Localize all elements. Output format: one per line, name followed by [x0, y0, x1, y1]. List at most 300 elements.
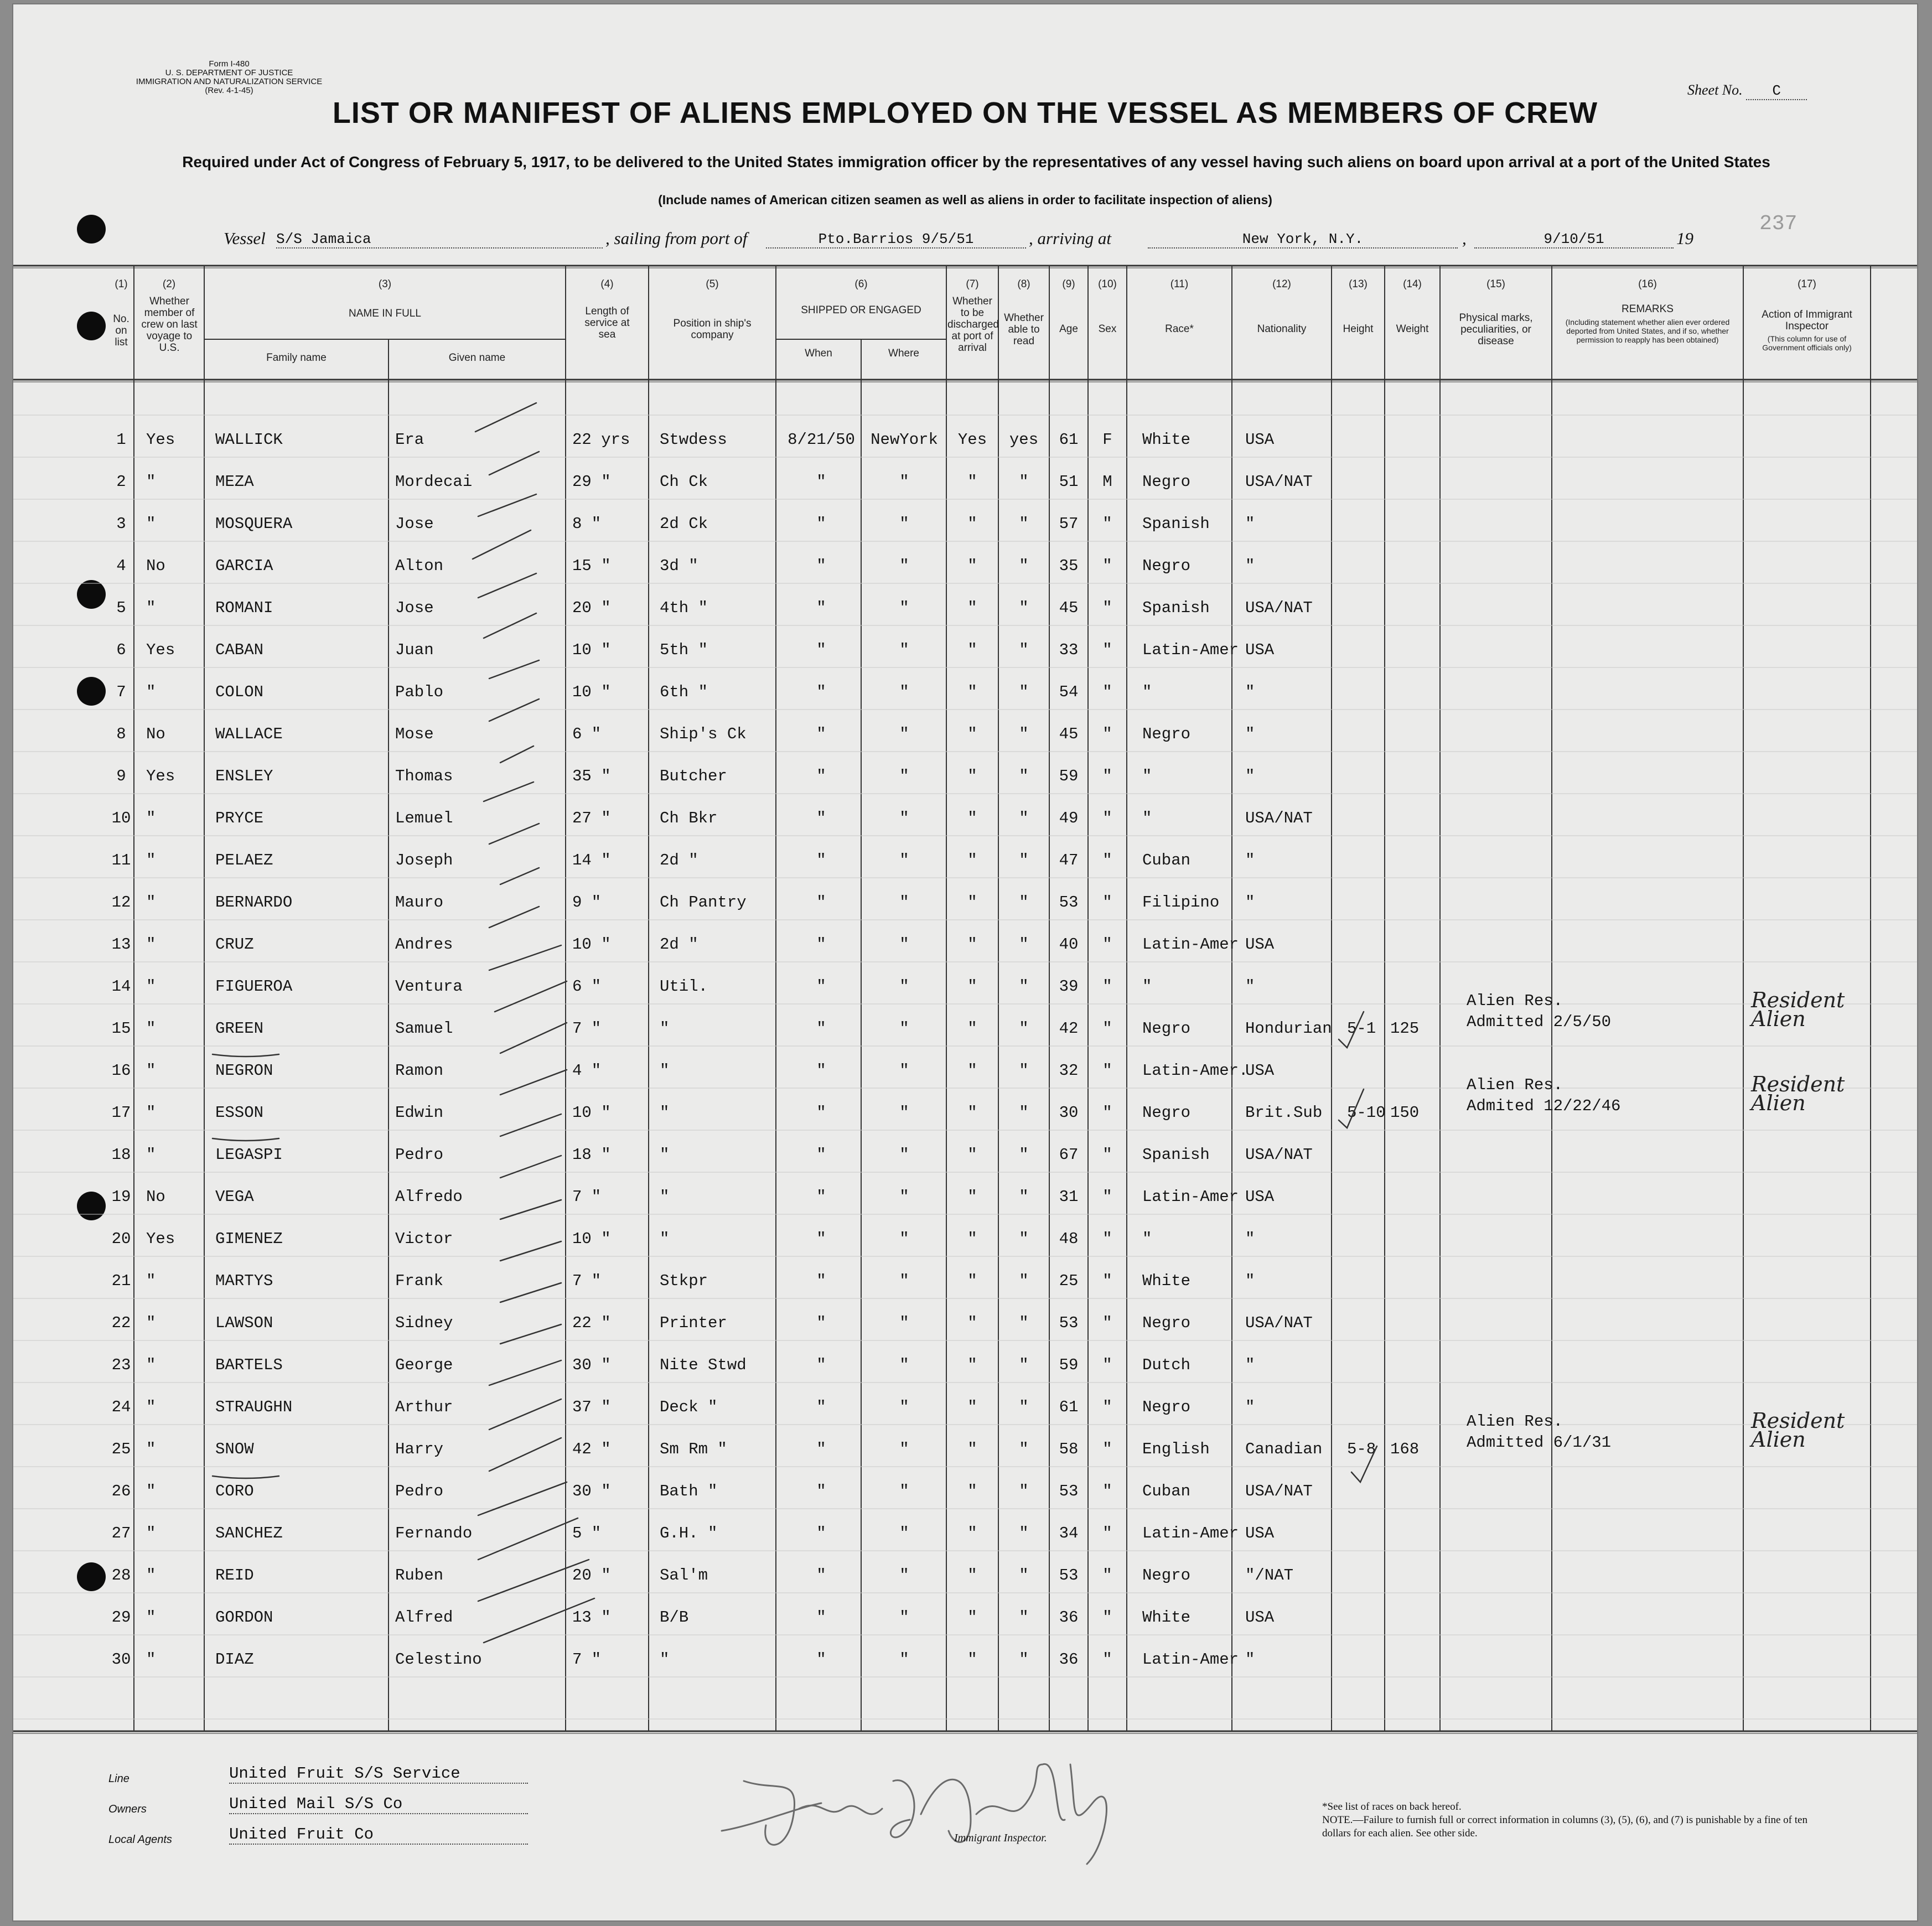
row-inspector-action: Resident Alien: [1751, 988, 1845, 1031]
row-race: Latin-Amer.: [1142, 1062, 1249, 1080]
row-discharged: ": [967, 977, 977, 996]
row-family-name: GIMENEZ: [215, 1230, 283, 1248]
row-number: 12: [111, 893, 131, 912]
row-race: White: [1142, 1608, 1191, 1627]
row-number: 6: [116, 641, 126, 659]
row-shipped-when: ": [816, 683, 826, 701]
row-inspector-action: Resident Alien: [1751, 1072, 1845, 1115]
arrival-date-value: 9/10/51: [1474, 231, 1674, 248]
row-family-name: REID: [215, 1566, 254, 1585]
form-number: Form I-480: [209, 59, 250, 69]
row-last-voyage: No: [146, 557, 165, 575]
row-age: 36: [1059, 1650, 1079, 1669]
row-shipped-where: ": [899, 1566, 909, 1585]
row-sex: ": [1102, 641, 1112, 659]
row-age: 61: [1059, 431, 1079, 449]
row-able-to-read: ": [1019, 851, 1029, 869]
row-shipped-when: ": [816, 1608, 826, 1627]
row-nationality: USA/NAT: [1245, 473, 1313, 491]
col-weight: Weight: [1396, 323, 1429, 335]
row-race: White: [1142, 431, 1191, 449]
manifest-page: [13, 4, 1917, 1920]
row-service-length: 13 ": [572, 1608, 611, 1627]
row-shipped-when: ": [816, 1566, 826, 1585]
col-8-number: (8): [1017, 278, 1030, 290]
row-shipped-when: ": [816, 767, 826, 785]
row-last-voyage: ": [146, 599, 156, 617]
row-number: 26: [111, 1482, 131, 1500]
row-nationality: Hondurian: [1245, 1019, 1332, 1038]
row-shipped-when: ": [816, 641, 826, 659]
row-service-length: 5 ": [572, 1524, 602, 1542]
row-sex: ": [1102, 599, 1112, 617]
row-discharged: ": [967, 1398, 977, 1416]
row-nationality: ": [1245, 893, 1255, 912]
row-nationality: USA/NAT: [1245, 1146, 1313, 1164]
row-position: ": [660, 1146, 670, 1164]
row-able-to-read: ": [1019, 1398, 1029, 1416]
row-race: Filipino: [1142, 893, 1220, 912]
row-race: Negro: [1142, 557, 1191, 575]
row-last-voyage: Yes: [146, 1230, 175, 1248]
col-discharged: Whether to be discharged at port of arrival: [947, 296, 999, 354]
row-shipped-where: ": [899, 851, 909, 869]
row-able-to-read: ": [1019, 1356, 1029, 1374]
row-last-voyage: No: [146, 1188, 165, 1206]
row-last-voyage: ": [146, 1566, 156, 1585]
row-sex: ": [1102, 1356, 1112, 1374]
line-value: United Fruit S/S Service: [229, 1764, 528, 1784]
row-position: 5th ": [660, 641, 708, 659]
row-number: 10: [111, 809, 131, 827]
department-name: U. S. DEPARTMENT OF JUSTICE: [165, 68, 293, 77]
row-number: 9: [116, 767, 126, 785]
row-weight: 168: [1390, 1440, 1420, 1458]
row-given-name: George: [395, 1356, 453, 1374]
row-shipped-where: ": [899, 809, 909, 827]
row-discharged: ": [967, 1146, 977, 1164]
arriving-label: , arriving at: [1029, 229, 1111, 248]
row-shipped-where: ": [899, 1608, 909, 1627]
row-discharged: ": [967, 1230, 977, 1248]
col-17-number: (17): [1798, 278, 1816, 290]
row-given-name: Arthur: [395, 1398, 453, 1416]
row-shipped-when: ": [816, 1314, 826, 1332]
row-family-name: PRYCE: [215, 809, 264, 827]
row-shipped-where: ": [899, 599, 909, 617]
vessel-label: Vessel: [224, 229, 266, 248]
row-shipped-where: ": [899, 1650, 909, 1669]
row-position: Ship's Ck: [660, 725, 747, 743]
row-position: Butcher: [660, 767, 727, 785]
row-position: Stkpr: [660, 1272, 708, 1290]
row-discharged: ": [967, 1314, 977, 1332]
row-service-length: 22 ": [572, 1314, 611, 1332]
row-discharged: ": [967, 1482, 977, 1500]
row-number: 29: [111, 1608, 131, 1627]
row-discharged: ": [967, 557, 977, 575]
row-family-name: LEGASPI: [215, 1146, 283, 1164]
row-shipped-when: ": [816, 1356, 826, 1374]
row-age: 48: [1059, 1230, 1079, 1248]
row-able-to-read: ": [1019, 515, 1029, 533]
row-age: 53: [1059, 1482, 1079, 1500]
row-given-name: Edwin: [395, 1104, 444, 1122]
col-remarks: REMARKS: [1622, 303, 1674, 315]
row-nationality: USA/NAT: [1245, 809, 1313, 827]
row-last-voyage: ": [146, 1356, 156, 1374]
col-4-number: (4): [600, 278, 614, 290]
row-family-name: NEGRON: [215, 1062, 273, 1080]
row-able-to-read: ": [1019, 1062, 1029, 1080]
col-length-of-service: Length of service at sea: [584, 306, 630, 340]
row-family-name: MOSQUERA: [215, 515, 293, 533]
row-able-to-read: ": [1019, 725, 1029, 743]
col-11-number: (11): [1170, 278, 1189, 290]
row-position: ": [660, 1188, 670, 1206]
row-last-voyage: ": [146, 1398, 156, 1416]
include-note: (Include names of American citizen seamen as well as aliens in order to facilitate inspection of aliens): [658, 193, 1272, 207]
row-service-length: 7 ": [572, 1188, 602, 1206]
row-given-name: Frank: [395, 1272, 444, 1290]
col-height: Height: [1343, 323, 1374, 335]
row-discharged: ": [967, 1272, 977, 1290]
row-service-length: 10 ": [572, 1230, 611, 1248]
row-shipped-where: ": [899, 935, 909, 954]
row-age: 40: [1059, 935, 1079, 954]
col-10-number: (10): [1098, 278, 1117, 290]
row-service-length: 37 ": [572, 1398, 611, 1416]
row-service-length: 15 ": [572, 557, 611, 575]
row-age: 61: [1059, 1398, 1079, 1416]
row-able-to-read: ": [1019, 1482, 1029, 1500]
row-discharged: ": [967, 641, 977, 659]
row-position: Sm Rm ": [660, 1440, 727, 1458]
row-able-to-read: ": [1019, 1188, 1029, 1206]
row-given-name: Lemuel: [395, 809, 453, 827]
col-race: Race*: [1165, 323, 1194, 335]
row-inspector-action: Resident Alien: [1751, 1409, 1845, 1452]
row-service-length: 20 ": [572, 1566, 611, 1585]
row-service-length: 4 ": [572, 1062, 602, 1080]
row-shipped-when: ": [816, 1230, 826, 1248]
row-discharged: ": [967, 1188, 977, 1206]
row-nationality: USA: [1245, 1524, 1275, 1542]
vessel-value: S/S Jamaica: [276, 231, 603, 248]
row-discharged: Yes: [957, 431, 987, 449]
sheet-number-value: C: [1746, 82, 1807, 100]
row-number: 24: [111, 1398, 131, 1416]
row-shipped-when: ": [816, 1482, 826, 1500]
row-able-to-read: ": [1019, 1608, 1029, 1627]
footnote: [1322, 1800, 1820, 1840]
col-physical-marks: Physical marks, peculiarities, or disease: [1459, 312, 1533, 347]
row-given-name: Jose: [395, 515, 434, 533]
row-race: Negro: [1142, 1398, 1191, 1416]
row-position: Nite Stwd: [660, 1356, 747, 1374]
row-race: Latin-Amer: [1142, 1188, 1239, 1206]
row-given-name: Harry: [395, 1440, 444, 1458]
row-height: 5-1: [1347, 1019, 1376, 1038]
col-position: Position in ship's company: [673, 318, 752, 341]
row-race: ": [1142, 683, 1152, 701]
col-action: Action of Immigrant Inspector: [1762, 309, 1852, 332]
legal-subtitle: Required under Act of Congress of February 5, 1917, to be delivered to the United States immigration officer by the representatives of any vessel having such aliens on board upon arrival at a port of the United States: [182, 153, 1770, 170]
row-number: 4: [116, 557, 126, 575]
row-sex: ": [1102, 809, 1112, 827]
races-note: *See list of races on back hereof.: [1322, 1801, 1462, 1813]
row-able-to-read: ": [1019, 767, 1029, 785]
row-number: 14: [111, 977, 131, 996]
row-race: Spanish: [1142, 1146, 1210, 1164]
row-nationality: USA/NAT: [1245, 599, 1313, 617]
col-when: When: [805, 348, 832, 359]
row-shipped-when: ": [816, 599, 826, 617]
row-family-name: VEGA: [215, 1188, 254, 1206]
row-service-length: 18 ": [572, 1146, 611, 1164]
row-able-to-read: ": [1019, 599, 1029, 617]
row-service-length: 7 ": [572, 1019, 602, 1038]
row-race: ": [1142, 1230, 1152, 1248]
row-race: Latin-Amer: [1142, 935, 1239, 954]
row-last-voyage: ": [146, 851, 156, 869]
row-nationality: ": [1245, 1356, 1255, 1374]
row-shipped-where: ": [899, 1524, 909, 1542]
row-service-length: 10 ": [572, 683, 611, 701]
row-race: Negro: [1142, 1019, 1191, 1038]
row-sex: ": [1102, 1230, 1112, 1248]
row-shipped-where: ": [899, 977, 909, 996]
row-service-length: 8 ": [572, 515, 602, 533]
row-age: 53: [1059, 893, 1079, 912]
row-number: 21: [111, 1272, 131, 1290]
col-sex: Sex: [1098, 323, 1117, 335]
row-service-length: 20 ": [572, 599, 611, 617]
row-shipped-when: ": [816, 1146, 826, 1164]
row-nationality: USA: [1245, 935, 1275, 954]
page-title: LIST OR MANIFEST OF ALIENS EMPLOYED ON THE VESSEL AS MEMBERS OF CREW: [332, 96, 1598, 130]
row-discharged: ": [967, 767, 977, 785]
row-number: 22: [111, 1314, 131, 1332]
row-race: ": [1142, 809, 1152, 827]
col-13-number: (13): [1349, 278, 1368, 290]
row-shipped-where: ": [899, 1104, 909, 1122]
row-nationality: "/NAT: [1245, 1566, 1294, 1585]
row-number: 20: [111, 1230, 131, 1248]
row-last-voyage: ": [146, 935, 156, 954]
row-given-name: Jose: [395, 599, 434, 617]
row-shipped-where: ": [899, 1314, 909, 1332]
col-nationality: Nationality: [1257, 323, 1307, 335]
arriving-at-value: New York, N.Y.: [1148, 231, 1458, 248]
stamp-number: 237: [1759, 212, 1798, 236]
row-number: 3: [116, 515, 126, 533]
row-position: ": [660, 1019, 670, 1038]
col-name-in-full: NAME IN FULL: [349, 308, 421, 319]
row-service-length: 6 ": [572, 725, 602, 743]
row-number: 1: [116, 431, 126, 449]
row-family-name: WALLICK: [215, 431, 283, 449]
row-discharged: ": [967, 683, 977, 701]
row-shipped-where: ": [899, 1230, 909, 1248]
row-family-name: GARCIA: [215, 557, 273, 575]
row-race: Negro: [1142, 473, 1191, 491]
row-able-to-read: ": [1019, 1104, 1029, 1122]
row-last-voyage: ": [146, 1314, 156, 1332]
row-nationality: ": [1245, 557, 1255, 575]
row-discharged: ": [967, 1440, 977, 1458]
row-age: 31: [1059, 1188, 1079, 1206]
sailing-label: , sailing from port of: [605, 229, 748, 248]
row-position: ": [660, 1062, 670, 1080]
row-discharged: ": [967, 1650, 977, 1669]
row-able-to-read: ": [1019, 893, 1029, 912]
row-able-to-read: ": [1019, 641, 1029, 659]
row-service-length: 10 ": [572, 1104, 611, 1122]
row-position: ": [660, 1104, 670, 1122]
row-age: 35: [1059, 557, 1079, 575]
row-service-length: 27 ": [572, 809, 611, 827]
row-number: 5: [116, 599, 126, 617]
row-last-voyage: ": [146, 1524, 156, 1542]
row-race: Cuban: [1142, 1482, 1191, 1500]
row-nationality: USA: [1245, 1608, 1275, 1627]
row-given-name: Samuel: [395, 1019, 453, 1038]
row-sex: ": [1102, 1062, 1112, 1080]
row-sex: ": [1102, 1272, 1112, 1290]
row-age: 54: [1059, 683, 1079, 701]
row-family-name: MEZA: [215, 473, 254, 491]
row-shipped-when: ": [816, 1524, 826, 1542]
row-nationality: ": [1245, 977, 1255, 996]
row-sex: ": [1102, 683, 1112, 701]
row-sex: ": [1102, 1608, 1112, 1627]
row-family-name: BARTELS: [215, 1356, 283, 1374]
row-able-to-read: ": [1019, 1146, 1029, 1164]
row-given-name: Mose: [395, 725, 434, 743]
row-given-name: Thomas: [395, 767, 453, 785]
row-race: Cuban: [1142, 851, 1191, 869]
row-number: 8: [116, 725, 126, 743]
row-nationality: ": [1245, 515, 1255, 533]
row-given-name: Ruben: [395, 1566, 444, 1585]
row-sex: ": [1102, 1146, 1112, 1164]
row-service-length: 29 ": [572, 473, 611, 491]
row-age: 47: [1059, 851, 1079, 869]
row-shipped-where: ": [899, 1188, 909, 1206]
row-position: Stwdess: [660, 431, 727, 449]
row-last-voyage: ": [146, 473, 156, 491]
row-shipped-where: ": [899, 1440, 909, 1458]
row-sex: ": [1102, 1482, 1112, 1500]
row-nationality: USA: [1245, 1062, 1275, 1080]
row-race: Latin-Amer: [1142, 1650, 1239, 1669]
row-last-voyage: Yes: [146, 641, 175, 659]
col-able-to-read: Whether able to read: [1004, 312, 1044, 347]
row-sex: ": [1102, 1019, 1112, 1038]
row-sex: ": [1102, 935, 1112, 954]
row-nationality: ": [1245, 1230, 1255, 1248]
row-shipped-where: ": [899, 473, 909, 491]
row-given-name: Sidney: [395, 1314, 453, 1332]
row-service-length: 7 ": [572, 1272, 602, 1290]
col-15-number: (15): [1486, 278, 1505, 290]
row-discharged: ": [967, 515, 977, 533]
row-age: 34: [1059, 1524, 1079, 1542]
row-last-voyage: ": [146, 809, 156, 827]
row-able-to-read: ": [1019, 1019, 1029, 1038]
row-position: Ch Pantry: [660, 893, 747, 912]
sheet-number-label: Sheet No.: [1687, 82, 1743, 98]
row-last-voyage: ": [146, 515, 156, 533]
row-position: Bath ": [660, 1482, 718, 1500]
row-sex: ": [1102, 851, 1112, 869]
sailing-from-value: Pto.Barrios 9/5/51: [766, 231, 1026, 248]
row-family-name: STRAUGHN: [215, 1398, 293, 1416]
row-weight: 150: [1390, 1104, 1420, 1122]
row-last-voyage: No: [146, 725, 165, 743]
row-nationality: Canadian: [1245, 1440, 1323, 1458]
col-last-voyage: Whether member of crew on last voyage to U.S.: [141, 296, 198, 354]
row-shipped-where: ": [899, 1482, 909, 1500]
row-number: 17: [111, 1104, 131, 1122]
row-number: 16: [111, 1062, 131, 1080]
row-given-name: Joseph: [395, 851, 453, 869]
row-position: Ch Ck: [660, 473, 708, 491]
col-7-number: (7): [966, 278, 979, 290]
row-position: ": [660, 1230, 670, 1248]
row-sex: ": [1102, 1314, 1112, 1332]
row-family-name: FIGUEROA: [215, 977, 293, 996]
row-number: 11: [111, 851, 131, 869]
row-discharged: ": [967, 851, 977, 869]
row-sex: ": [1102, 1188, 1112, 1206]
row-position: Util.: [660, 977, 708, 996]
row-shipped-where: ": [899, 683, 909, 701]
row-service-length: 7 ": [572, 1650, 602, 1669]
row-weight: 125: [1390, 1019, 1420, 1038]
row-sex: ": [1102, 1524, 1112, 1542]
row-remarks: Alien Res. Admited 12/22/46: [1467, 1076, 1621, 1115]
row-number: 7: [116, 683, 126, 701]
row-position: 2d ": [660, 851, 698, 869]
row-age: 30: [1059, 1104, 1079, 1122]
col-action-note: (This column for use of Government officials only): [1762, 334, 1852, 352]
row-family-name: BERNARDO: [215, 893, 293, 912]
row-number: 28: [111, 1566, 131, 1585]
row-last-voyage: ": [146, 1608, 156, 1627]
row-given-name: Era: [395, 431, 424, 449]
row-shipped-where: ": [899, 1146, 909, 1164]
row-given-name: Pablo: [395, 683, 444, 701]
row-shipped-where: ": [899, 725, 909, 743]
row-discharged: ": [967, 893, 977, 912]
row-shipped-when: ": [816, 1398, 826, 1416]
row-sex: ": [1102, 1440, 1112, 1458]
form-revision: (Rev. 4-1-45): [205, 86, 253, 95]
col-age: Age: [1059, 323, 1078, 335]
row-sex: F: [1102, 431, 1112, 449]
row-sex: ": [1102, 1104, 1112, 1122]
row-sex: ": [1102, 1398, 1112, 1416]
col-remarks-note: (Including statement whether alien ever ordered deported from United States, and if so, whether permission to reapply has been obtained): [1565, 318, 1730, 344]
row-discharged: ": [967, 1019, 977, 1038]
row-discharged: ": [967, 473, 977, 491]
row-shipped-where: ": [899, 515, 909, 533]
row-able-to-read: ": [1019, 977, 1029, 996]
row-discharged: ": [967, 809, 977, 827]
row-position: Ch Bkr: [660, 809, 718, 827]
